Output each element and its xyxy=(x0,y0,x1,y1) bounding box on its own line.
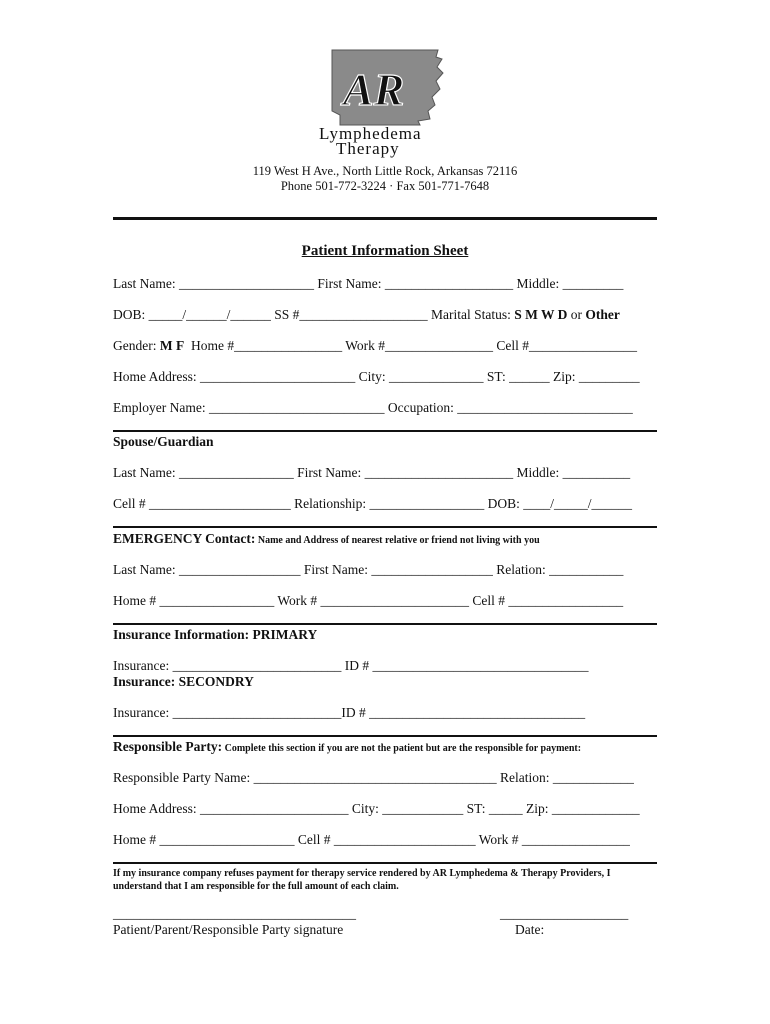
responsible-heading xyxy=(113,739,581,755)
clinic-phone-fax: Phone 501-772-3224 · Fax 501-771-7648 xyxy=(280,179,490,193)
gender-options[interactable]: M F xyxy=(159,338,185,353)
patient-address-field[interactable]: Home Address: _______________________ City: ______________ ST: ______ Zip: _________ xyxy=(113,369,640,384)
insurance-secondary-field[interactable]: Insurance: _________________________ID # ________________________________ xyxy=(113,705,586,720)
emergency-phone-field[interactable]: Home # _________________ Work # ______________________ Cell # _________________ xyxy=(113,593,624,608)
page-title: Patient Information Sheet xyxy=(301,243,469,259)
patient-gender-phone-field[interactable] xyxy=(113,338,637,354)
disclaimer-divider xyxy=(113,862,657,864)
date-line[interactable]: ___________________ xyxy=(500,906,629,921)
patient-employer-field[interactable]: Employer Name: __________________________ Occupation: __________________________ xyxy=(113,400,633,415)
responsible-address-field[interactable]: Home Address: ______________________ City: ____________ ST: _____ Zip: _____________ xyxy=(113,801,640,816)
header-divider xyxy=(113,217,657,220)
insurance-divider xyxy=(113,623,657,625)
responsible-phone-field[interactable]: Home # ____________________ Cell # _____________________ Work # ________________ xyxy=(113,832,630,847)
clinic-address: 119 West H Ave., North Little Rock, Arkansas 72116 xyxy=(252,164,518,178)
emergency-divider xyxy=(113,526,657,528)
emergency-heading-note: Name and Address of nearest relative or friend not living with you xyxy=(255,535,540,546)
marital-options[interactable]: S M W D xyxy=(514,307,568,322)
insurance-primary-field[interactable]: Insurance: _________________________ ID # ________________________________ xyxy=(113,658,589,673)
emergency-heading-label: EMERGENCY Contact: xyxy=(113,531,256,546)
date-label: Date: xyxy=(515,922,545,937)
spouse-cell-field[interactable]: Cell # _____________________ Relationship: _________________ DOB: ____/_____/______ xyxy=(113,496,632,511)
dob-ss-text: DOB: _____/______/______ SS #___________________ Marital Status: xyxy=(113,307,515,322)
patient-name-field[interactable]: Last Name: ____________________ First Name: ___________________ Middle: _________ xyxy=(113,276,624,291)
spouse-divider xyxy=(113,430,657,432)
patient-dob-ss-marital-field[interactable] xyxy=(113,307,620,323)
spouse-name-field[interactable]: Last Name: _________________ First Name: ______________________ Middle: __________ xyxy=(113,465,631,480)
insurance-secondary-heading: Insurance: SECONDRY xyxy=(113,674,254,689)
logo-word-lymphedema: Lymphedema xyxy=(319,124,422,143)
signature-line[interactable]: ____________________________________ xyxy=(113,906,356,921)
gender-label: Gender: xyxy=(113,338,160,353)
responsible-heading-note: Complete this section if you are not the patient but are the responsible for payment: xyxy=(222,743,582,754)
emergency-heading xyxy=(113,531,540,547)
emergency-name-field[interactable]: Last Name: __________________ First Name: __________________ Relation: ___________ xyxy=(113,562,624,577)
marital-other[interactable]: Other xyxy=(585,307,620,322)
signature-label: Patient/Parent/Responsible Party signature xyxy=(113,922,344,937)
phone-fields[interactable]: Home #________________ Work #________________ Cell #________________ xyxy=(184,338,638,353)
responsible-heading-label: Responsible Party: xyxy=(113,739,223,754)
logo-ar-text: AR xyxy=(343,64,405,115)
logo-word-therapy: Therapy xyxy=(336,139,400,158)
marital-or: or xyxy=(567,307,586,322)
spouse-heading: Spouse/Guardian xyxy=(113,434,214,449)
insurance-heading: Insurance Information: PRIMARY xyxy=(113,627,318,642)
responsible-divider xyxy=(113,735,657,737)
disclaimer-text: If my insurance company refuses payment for therapy service rendered by AR Lymphedema & Therapy Providers, I understand that I am responsible for the full amount of each claim. xyxy=(113,868,611,892)
responsible-name-field[interactable]: Responsible Party Name: ____________________________________ Relation: ____________ xyxy=(113,770,634,785)
